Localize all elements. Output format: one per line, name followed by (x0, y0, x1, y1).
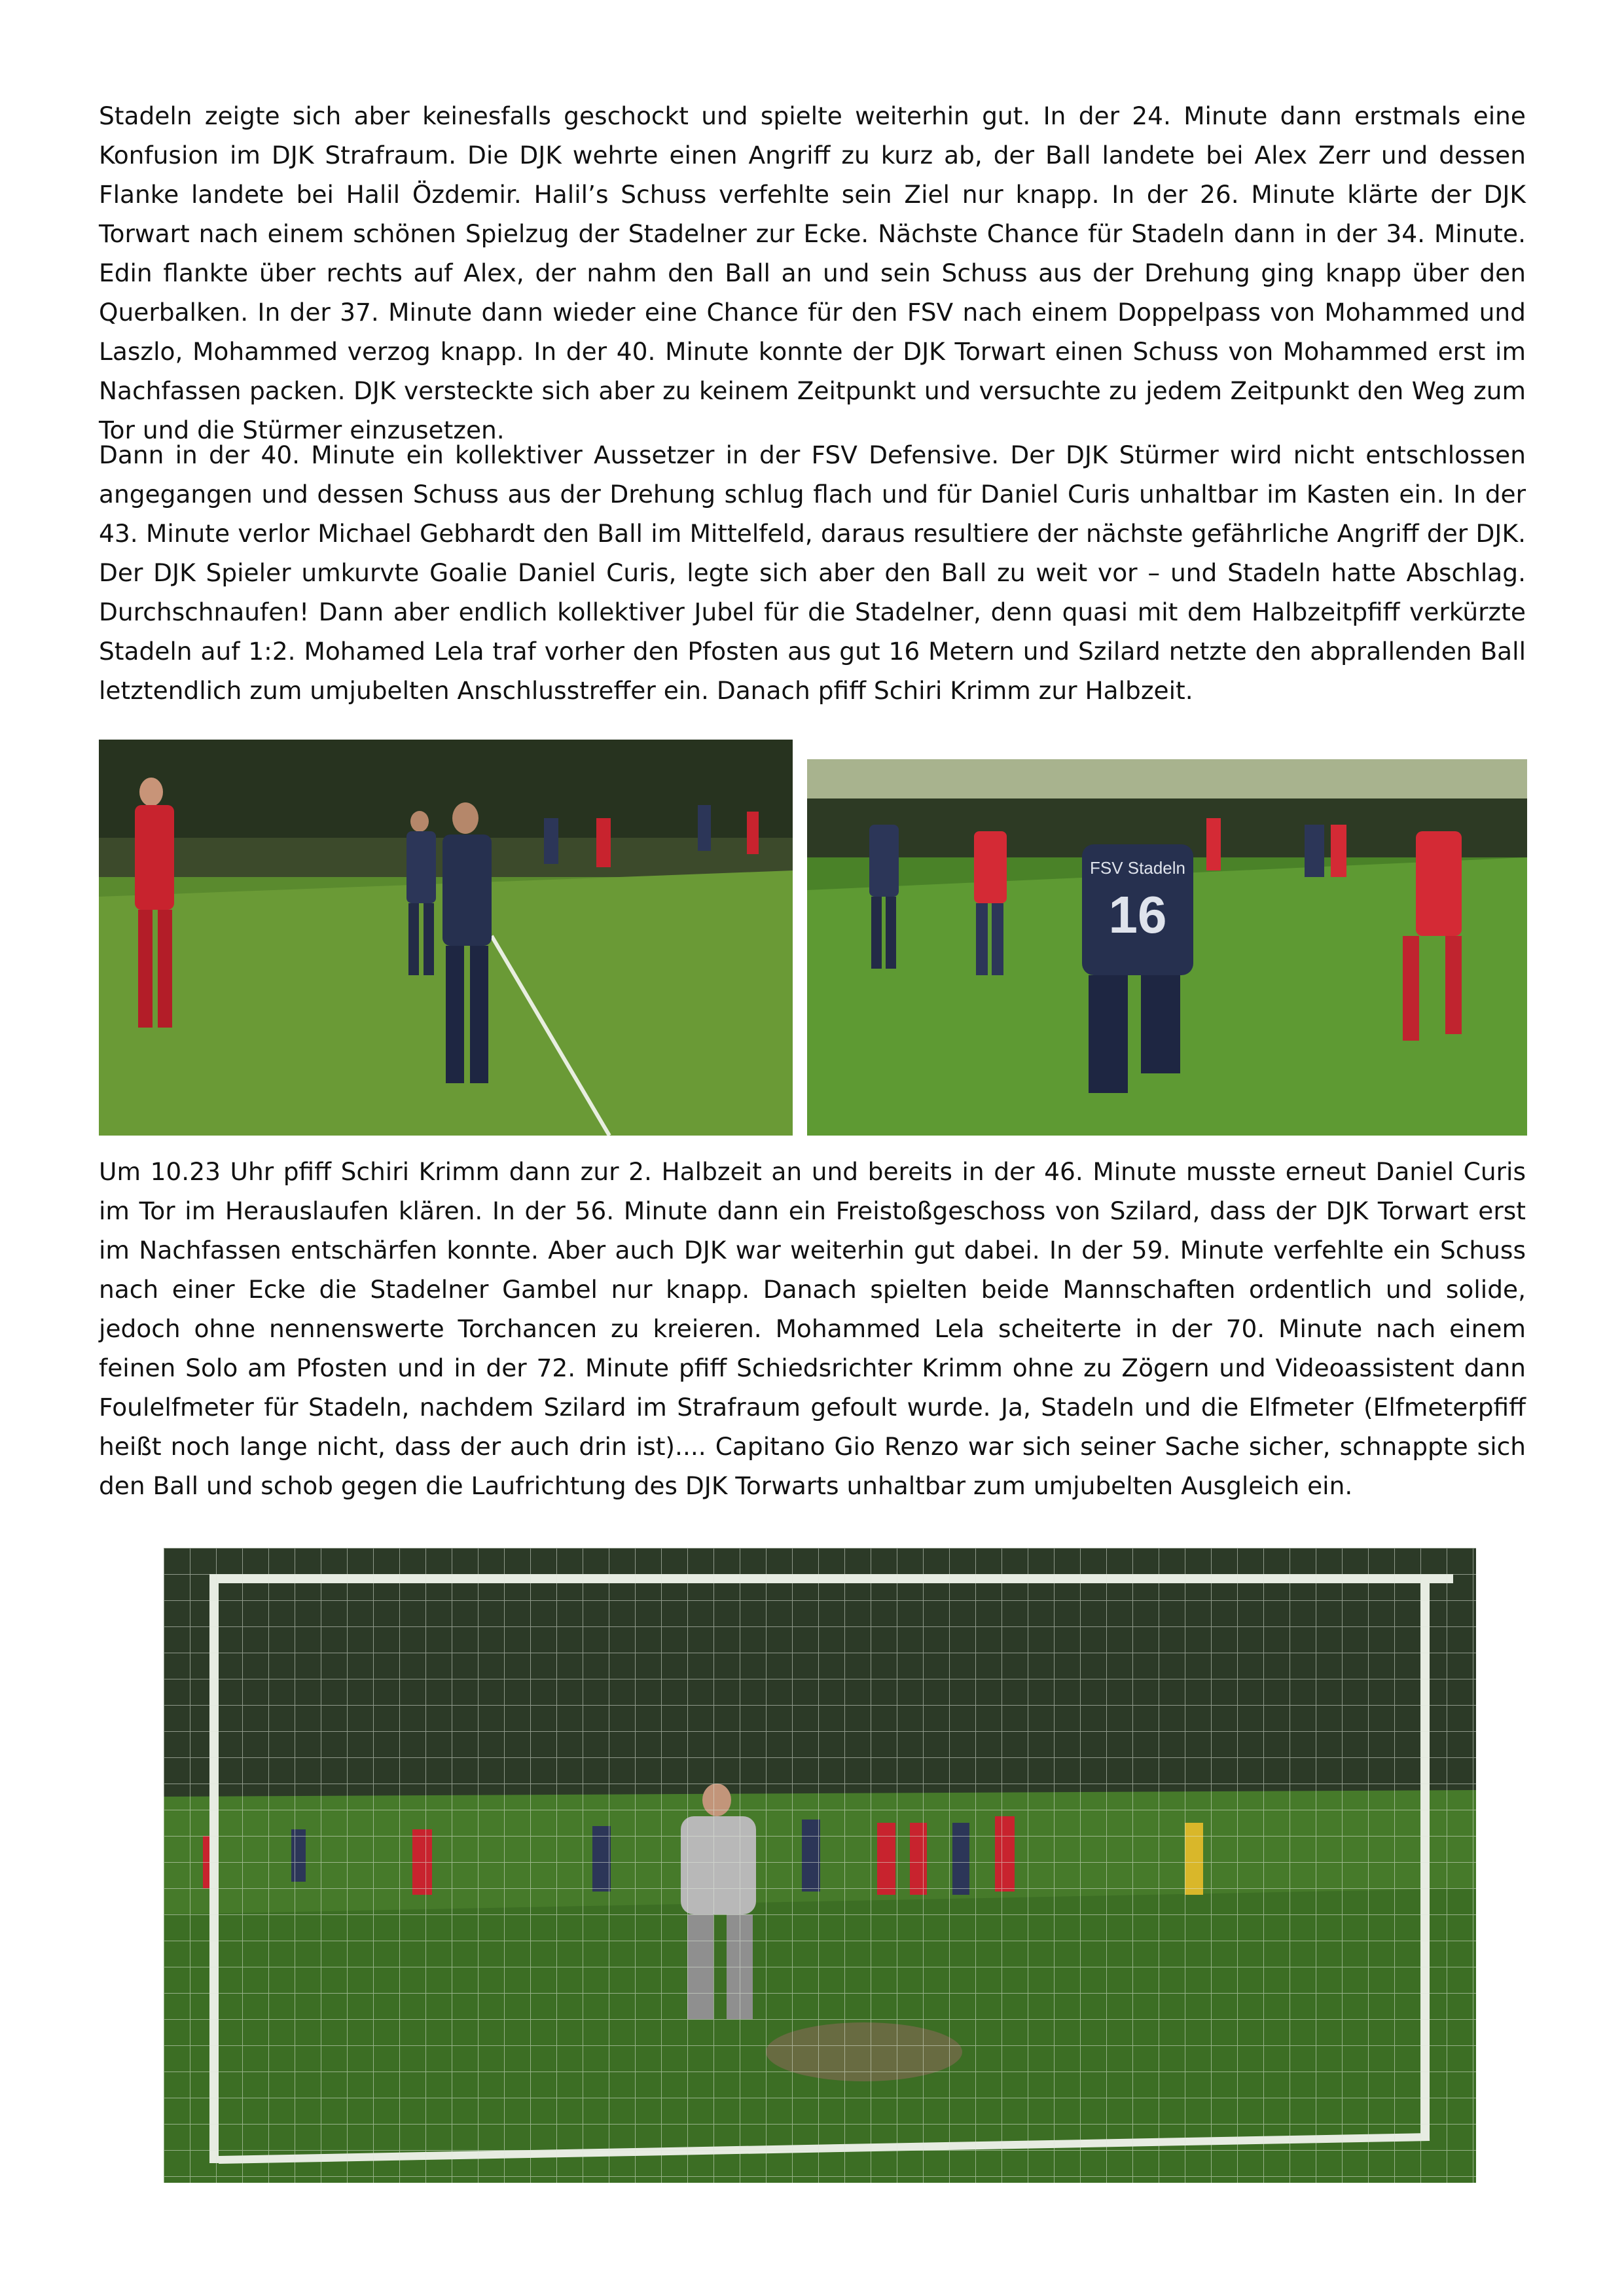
jersey-number: 16 (1108, 886, 1167, 944)
report-paragraph-3: Um 10.23 Uhr pfiff Schiri Krimm dann zur 2. Halbzeit an und bereits in der 46. Minute musste erneut Daniel Curis im Tor im Herauslaufen klären. In der 56. Minute dann ein Freistoßgeschoss von Szilard, dass der DJK Torwart erst im Nachfassen entschärfen konnte. Aber auch DJK war weiterhin gut dabei. In der 59. Minute verfehlte ein Schuss nach einer Ecke die Stadelner Gambel nur knapp. Danach spielten beide Mannschaften ordentlich und solide, jedoch ohne nennenswerte Torchancen zu kreieren. Mohammed Lela scheiterte in der 70. Minute nach einem feinen Solo am Pfosten und in der 72. Minute pfiff Schiedsrichter Krimm ohne zu Zögern und Videoassistent dann Foulelfmeter für Stadeln, nachdem Szilard im Strafraum gefoult wurde. Ja, Stadeln und die Elfmeter (Elfmeterpfiff heißt noch lange nicht, dass der auch drin ist).... Capitano Gio Renzo war sich seiner Sache sicher, schnappte sich den Ball und schob gegen die Laufrichtung des DJK Torwarts unhaltbar zum umjubelten Ausgleich ein. (99, 1157, 1526, 1500)
match-photo-1 (99, 740, 793, 1136)
match-photo-3 (164, 1548, 1476, 2183)
report-paragraph-2: Dann in der 40. Minute ein kollektiver Aussetzer in der FSV Defensive. Der DJK Stürmer wird nicht entschlossen angegangen und dessen Schuss aus der Drehung schlug flach und für Daniel Curis unhaltbar im Kasten ein. In der 43. Minute verlor Michael Gebhardt den Ball im Mittelfeld, daraus resultiere der nächste gefährliche Angriff der DJK. Der DJK Spieler umkurvte Goalie Daniel Curis, legte sich aber den Ball zu weit vor – und Stadeln hatte Abschlag. Durchschnaufen! Dann aber endlich kollektiver Jubel für die Stadelner, denn quasi mit dem Halbzeitpfiff verkürzte Stadeln auf 1:2. Mohamed Lela traf vorher den Pfosten aus gut 16 Metern und Szilard netzte den abprallenden Ball letztendlich zum umjubelten Anschlusstreffer ein. Danach pfiff Schiri Krimm zur Halbzeit. (99, 440, 1526, 705)
report-paragraph-1: Stadeln zeigte sich aber keinesfalls geschockt und spielte weiterhin gut. In der 24. Minute dann erstmals eine Konfusion im DJK Strafraum. Die DJK wehrte einen Angriff zu kurz ab, der Ball landete bei Alex Zerr und dessen Flanke landete bei Halil Özdemir. Halil’s Schuss verfehlte sein Ziel nur knapp. In der 26. Minute klärte der DJK Torwart nach einem schönen Spielzug der Stadelner zur Ecke. Nächste Chance für Stadeln dann in der 34. Minute. Edin flankte über rechts auf Alex, der nahm den Ball an und sein Schuss aus der Drehung ging knapp über den Querbalken. In der 37. Minute dann wieder eine Chance für den FSV nach einem Doppelpass von Mohammed und Laszlo, Mohammed verzog knapp. In der 40. Minute konnte der DJK Torwart einen Schuss von Mohammed erst im Nachfassen packen. DJK versteckte sich aber zu keinem Zeitpunkt und versuchte zu jedem Zeitpunkt den Weg zum Tor und die Stürmer einzusetzen. (99, 101, 1526, 444)
match-photo-2 (807, 759, 1527, 1136)
jersey-text: FSV Stadeln (1090, 858, 1185, 878)
